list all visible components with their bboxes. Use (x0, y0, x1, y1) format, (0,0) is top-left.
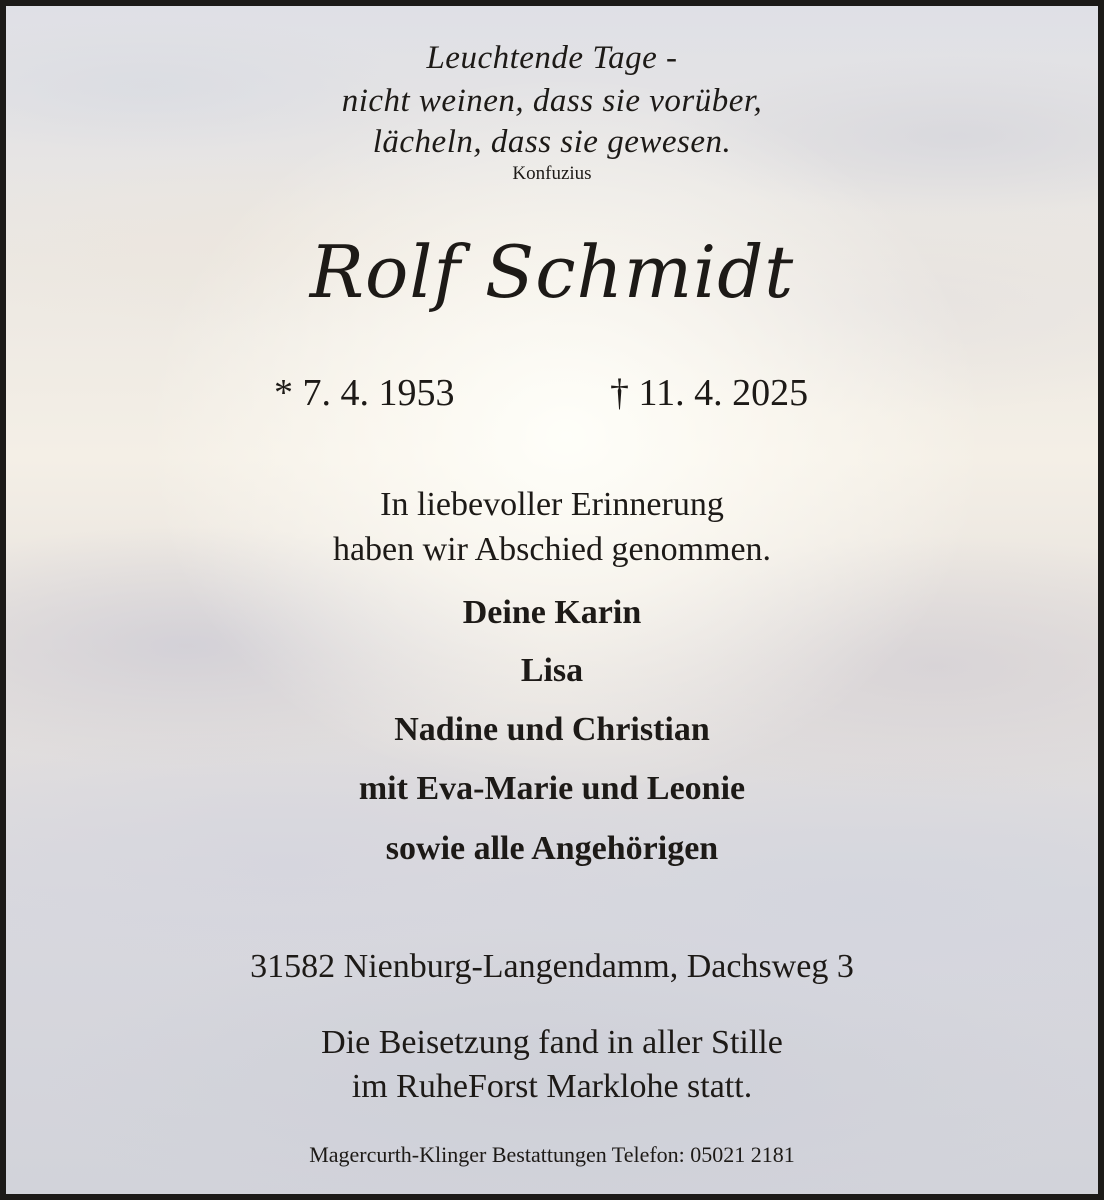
quote-line-2: nicht weinen, dass sie vorüber, (341, 83, 763, 119)
message-line-2: haben wir Abschied genommen. (332, 531, 772, 568)
quote-line-3: lächeln, dass sie gewesen. (372, 124, 732, 160)
family-member: Deine Karin (462, 594, 642, 631)
death-date: † 11. 4. 2025 (610, 372, 809, 414)
family-member: Lisa (520, 652, 584, 689)
quote-author: Konfuzius (512, 163, 592, 184)
family-member: Nadine und Christian (394, 711, 710, 748)
message-line-1: In liebevoller Erinnerung (380, 486, 724, 523)
deceased-name: Rolf Schmidt (309, 230, 795, 314)
address: 31582 Nienburg-Langendamm, Dachsweg 3 (250, 948, 854, 985)
funeral-home-contact: Magercurth-Klinger Bestattungen Telefon: 05021 2181 (309, 1142, 795, 1167)
birth-date: * 7. 4. 1953 (274, 372, 455, 414)
family-member: sowie alle Angehörigen (385, 830, 719, 867)
burial-line-1: Die Beisetzung fand in aller Stille (321, 1024, 783, 1061)
burial-line-2: im RuheForst Marklohe statt. (351, 1068, 753, 1105)
quote-line-1: Leuchtende Tage - (426, 40, 678, 76)
family-member: mit Eva-Marie und Leonie (358, 770, 746, 807)
